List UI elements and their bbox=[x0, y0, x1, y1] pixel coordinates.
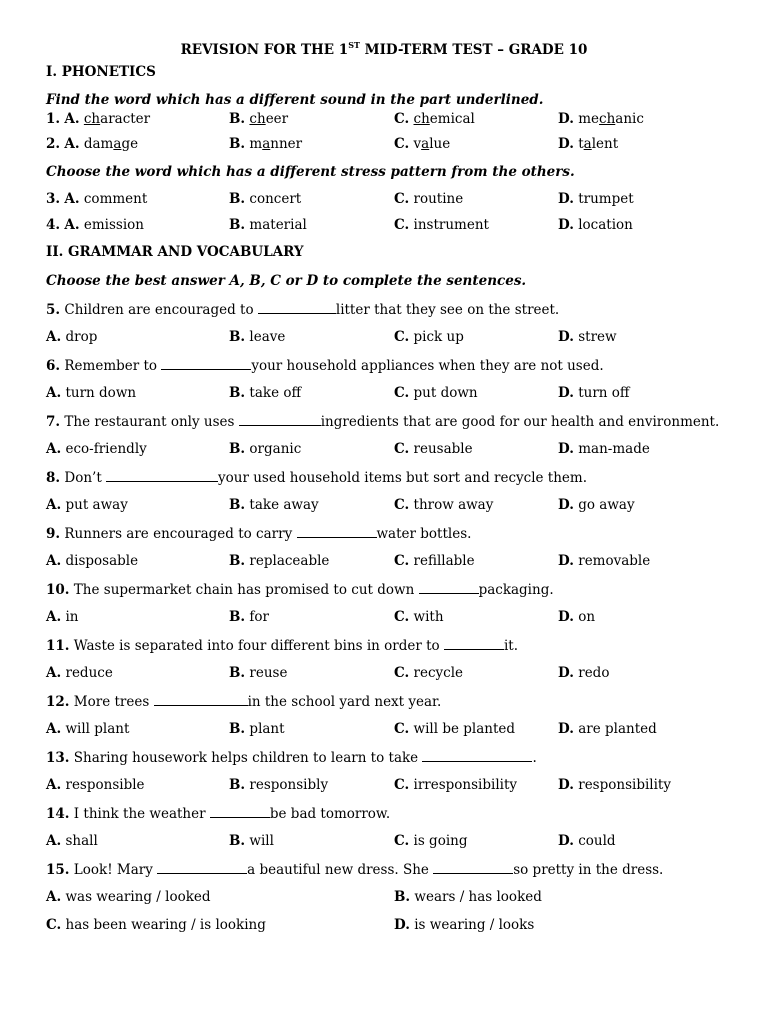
q12-option-a: A. will plant bbox=[46, 721, 130, 737]
q13-stem: 13. Sharing housework helps children to learn to take . bbox=[46, 750, 537, 766]
section-heading-grammar: II. GRAMMAR AND VOCABULARY bbox=[46, 244, 304, 260]
q5-stem: 5. Children are encouraged to litter that they see on the street. bbox=[46, 302, 560, 318]
answer-blank bbox=[239, 413, 321, 426]
q6-option-d: D. turn off bbox=[558, 385, 630, 401]
q11-option-d: D. redo bbox=[558, 665, 610, 681]
q15-option-d: D. is wearing / looks bbox=[394, 917, 535, 933]
q11-stem: 11. Waste is separated into four different bins in order to it. bbox=[46, 638, 519, 654]
q13-option-b: B. responsibly bbox=[229, 777, 329, 793]
q11-option-a: A. reduce bbox=[46, 665, 113, 681]
q15-option-c: C. has been wearing / is looking bbox=[46, 917, 266, 933]
q12-option-d: D. are planted bbox=[558, 721, 657, 737]
answer-blank bbox=[154, 693, 248, 706]
q14-option-a: A. shall bbox=[46, 833, 98, 849]
q10-option-c: C. with bbox=[394, 609, 444, 625]
q3-option-c: C. routine bbox=[394, 191, 464, 207]
q11-option-b: B. reuse bbox=[229, 665, 288, 681]
answer-blank bbox=[210, 805, 270, 818]
q15-stem: 15. Look! Mary a beautiful new dress. She so pretty in the dress. bbox=[46, 862, 664, 878]
q9-option-b: B. replaceable bbox=[229, 553, 330, 569]
answer-blank bbox=[161, 357, 251, 370]
answer-blank bbox=[444, 637, 504, 650]
q4-option-b: B. material bbox=[229, 217, 307, 233]
q12-option-c: C. will be planted bbox=[394, 721, 515, 737]
q12-option-b: B. plant bbox=[229, 721, 285, 737]
q13-option-a: A. responsible bbox=[46, 777, 145, 793]
q7-option-a: A. eco-friendly bbox=[46, 441, 147, 457]
q10-option-b: B. for bbox=[229, 609, 269, 625]
q1-option-b: B. cheer bbox=[229, 111, 289, 127]
q2-option-d: D. talent bbox=[558, 136, 619, 152]
q2-option-c: C. value bbox=[394, 136, 451, 152]
q9-option-a: A. disposable bbox=[46, 553, 139, 569]
answer-blank bbox=[422, 749, 532, 762]
q8-option-b: B. take away bbox=[229, 497, 319, 513]
page-title bbox=[0, 40, 768, 58]
q8-option-d: D. go away bbox=[558, 497, 635, 513]
q1-option-d: D. mechanic bbox=[558, 111, 644, 127]
q5-option-a: A. drop bbox=[46, 329, 98, 345]
q9-option-d: D. removable bbox=[558, 553, 651, 569]
q4-option-a: 4. A. emission bbox=[46, 217, 144, 233]
q9-stem: 9. Runners are encouraged to carry water bottles. bbox=[46, 526, 472, 542]
q1-option-c: C. chemical bbox=[394, 111, 475, 127]
q13-option-c: C. irresponsibility bbox=[394, 777, 518, 793]
title-superscript: ST bbox=[348, 40, 360, 50]
q10-stem: 10. The supermarket chain has promised to cut down packaging. bbox=[46, 582, 554, 598]
q3-option-a: 3. A. comment bbox=[46, 191, 148, 207]
q7-option-d: D. man-made bbox=[558, 441, 650, 457]
q6-option-c: C. put down bbox=[394, 385, 478, 401]
instruction-sound: Find the word which has a different sound in the part underlined. bbox=[46, 92, 544, 108]
q13-option-d: D. responsibility bbox=[558, 777, 671, 793]
q11-option-c: C. recycle bbox=[394, 665, 464, 681]
q10-option-d: D. on bbox=[558, 609, 596, 625]
q14-option-d: D. could bbox=[558, 833, 616, 849]
q2-option-a: 2. A. damage bbox=[46, 136, 139, 152]
q3-option-d: D. trumpet bbox=[558, 191, 634, 207]
q4-option-d: D. location bbox=[558, 217, 633, 233]
q7-stem: 7. The restaurant only uses ingredients that are good for our health and environment. bbox=[46, 414, 720, 430]
answer-blank bbox=[157, 861, 247, 874]
q12-stem: 12. More trees in the school yard next year. bbox=[46, 694, 442, 710]
q6-option-b: B. take off bbox=[229, 385, 302, 401]
instruction-best-answer: Choose the best answer A, B, C or D to complete the sentences. bbox=[46, 273, 527, 289]
section-heading-phonetics: I. PHONETICS bbox=[46, 64, 156, 80]
q15-option-b: B. wears / has looked bbox=[394, 889, 542, 905]
q14-stem: 14. I think the weather be bad tomorrow. bbox=[46, 806, 391, 822]
q8-stem: 8. Don’t your used household items but sort and recycle them. bbox=[46, 470, 587, 486]
q10-option-a: A. in bbox=[46, 609, 79, 625]
answer-blank bbox=[106, 469, 218, 482]
q1-option-a: 1. A. character bbox=[46, 111, 151, 127]
q14-option-b: B. will bbox=[229, 833, 274, 849]
q7-option-c: C. reusable bbox=[394, 441, 473, 457]
q7-option-b: B. organic bbox=[229, 441, 302, 457]
q6-stem: 6. Remember to your household appliances when they are not used. bbox=[46, 358, 604, 374]
q9-option-c: C. refillable bbox=[394, 553, 475, 569]
q8-option-a: A. put away bbox=[46, 497, 128, 513]
q15-option-a: A. was wearing / looked bbox=[46, 889, 211, 905]
q3-option-b: B. concert bbox=[229, 191, 302, 207]
answer-blank bbox=[419, 581, 479, 594]
q6-option-a: A. turn down bbox=[46, 385, 137, 401]
title-text-end: MID-TERM TEST – GRADE 10 bbox=[359, 42, 588, 58]
title-text: REVISION FOR THE 1 bbox=[180, 42, 349, 58]
answer-blank bbox=[258, 301, 336, 314]
answer-blank bbox=[297, 525, 377, 538]
answer-blank bbox=[433, 861, 513, 874]
q4-option-c: C. instrument bbox=[394, 217, 489, 233]
q14-option-c: C. is going bbox=[394, 833, 468, 849]
q5-option-c: C. pick up bbox=[394, 329, 464, 345]
q2-option-b: B. manner bbox=[229, 136, 303, 152]
q8-option-c: C. throw away bbox=[394, 497, 494, 513]
instruction-stress: Choose the word which has a different stress pattern from the others. bbox=[46, 164, 575, 180]
q5-option-d: D. strew bbox=[558, 329, 617, 345]
q5-option-b: B. leave bbox=[229, 329, 286, 345]
